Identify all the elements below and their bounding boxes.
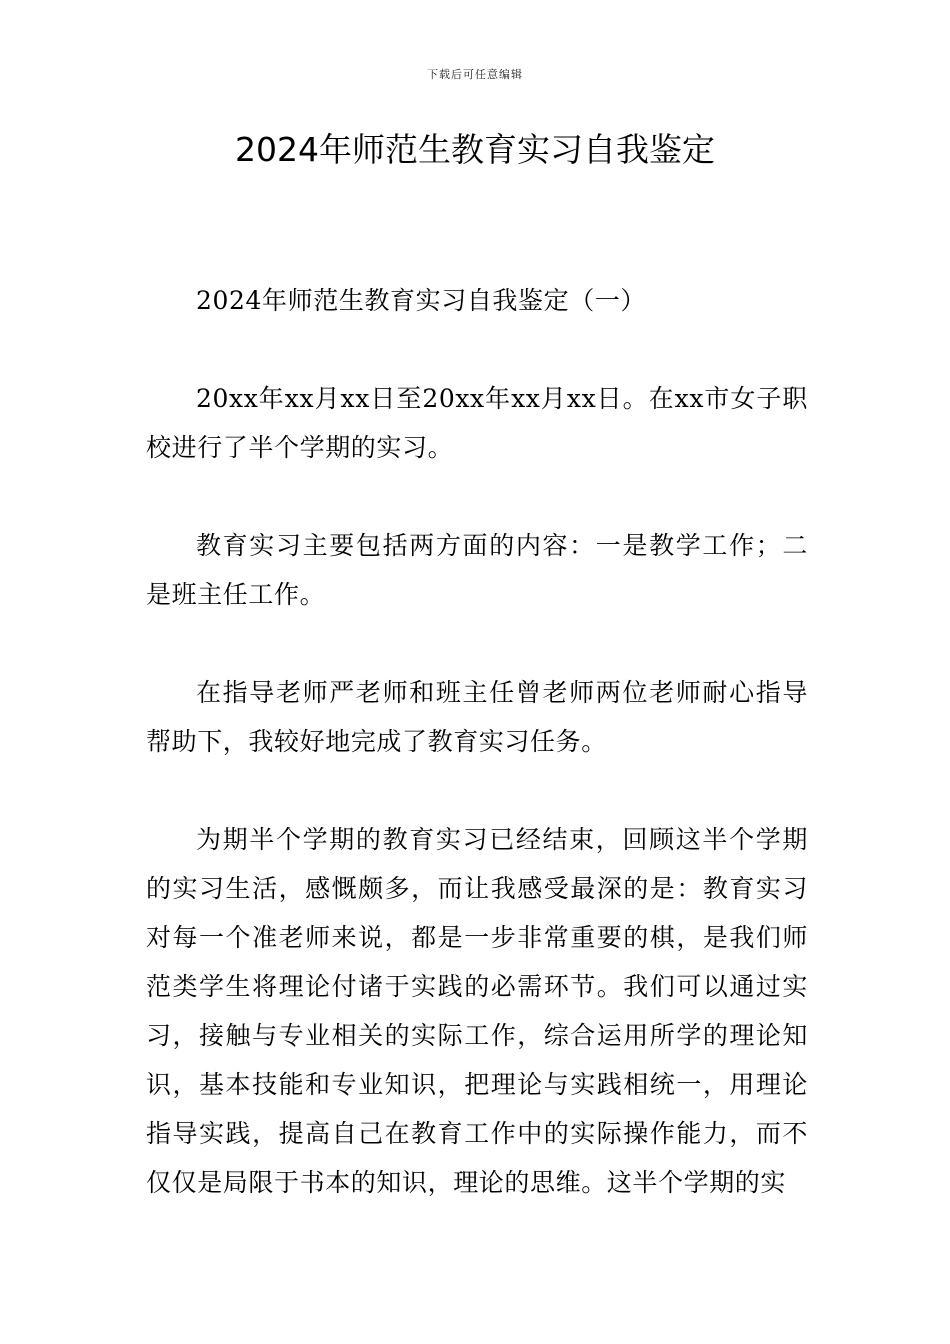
header-note: 下载后可任意编辑	[427, 68, 523, 81]
document-body	[146, 276, 808, 1207]
document-title: 2024年师范生教育实习自我鉴定	[235, 130, 715, 169]
paragraph-guidance: 在指导老师严老师和班主任曾老师两位老师耐心指导帮助下，我较好地完成了教育实习任务。	[146, 678, 808, 756]
section-heading: 2024年师范生教育实习自我鉴定（一）	[196, 286, 647, 315]
paragraph-internship-period: 20xx年xx月xx日至20xx年xx月xx日。在xx市女子职校进行了半个学期的实习。	[146, 384, 808, 462]
paragraph-reflection: 为期半个学期的教育实习已经结束，回顾这半个学期的实习生活，感慨颇多，而让我感受最深的是：教育实习对每一个准老师来说，都是一步非常重要的棋，是我们师范类学生将理论付诸于实践的必需环节。我们可以通过实习，接触与专业相关的实际工作，综合运用所学的理论知识，基本技能和专业知识，把理论与实践相统一，用理论指导实践，提高自己在教育工作中的实际操作能力，而不仅仅是局限于书本的知识，理论的思维。这半个学期的实	[146, 825, 808, 1197]
paragraph-internship-content: 教育实习主要包括两方面的内容：一是教学工作；二是班主任工作。	[146, 531, 808, 609]
